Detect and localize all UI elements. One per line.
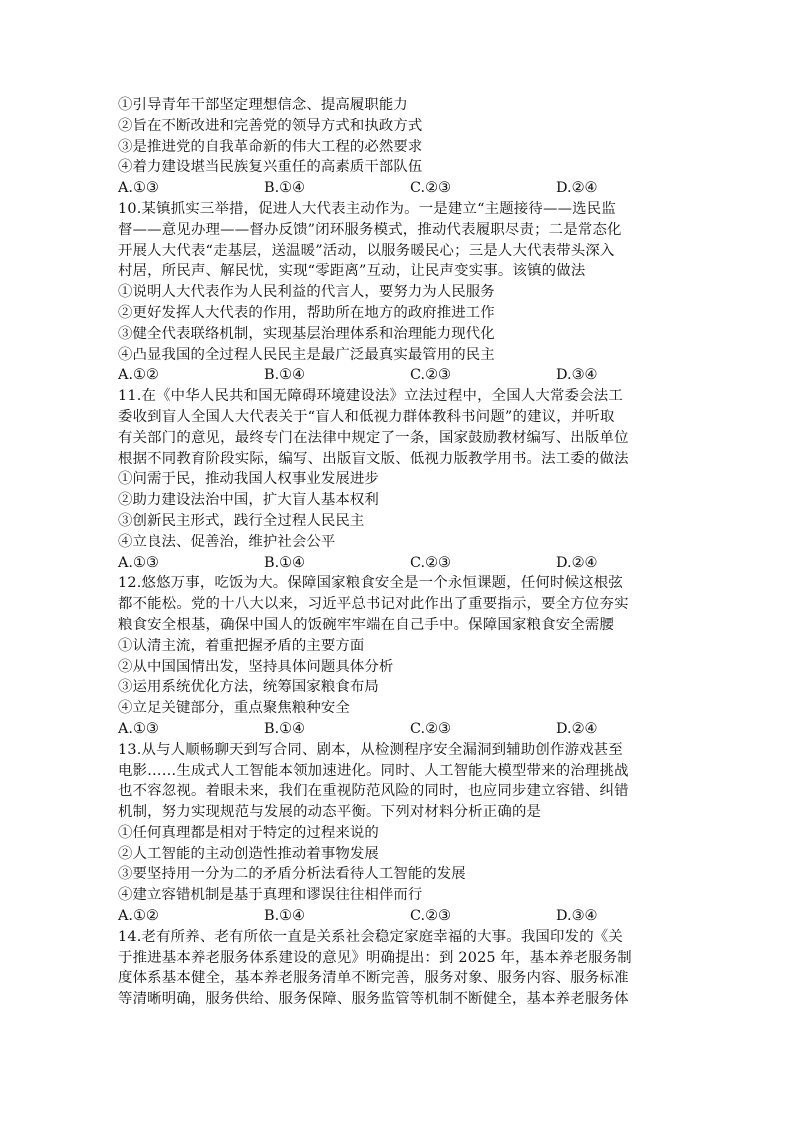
option-13-2: ②人工智能的主动创造性推动着事物发展 (118, 845, 379, 862)
answers-10 (118, 365, 684, 386)
answers-12 (118, 719, 684, 740)
option-13-1: ①任何真理都是相对于特定的过程来说的 (118, 824, 379, 841)
answers-9 (118, 178, 684, 199)
option-9-4: ④着力建设堪当民族复兴重任的高素质干部队伍 (118, 159, 423, 176)
option-9-2: ②旨在不断改进和完善党的领导方式和执政方式 (118, 117, 423, 134)
stem-14-line-3: 度体系基本健全，基本养老服务清单不断完善，服务对象、服务内容、服务标准 (118, 970, 629, 987)
stem-13-line-2: 电影……生成式人工智能本领加速进化。同时、人工智能大模型带来的治理挑战 (118, 762, 629, 779)
stem-13-line-3: 也不容忽视。着眼未来，我们在重视防范风险的同时，也应同步建立容错、纠错 (118, 783, 629, 800)
question-13 (118, 740, 684, 927)
answer-10-a: A.①② (118, 367, 159, 384)
answer-11-a: A.①③ (118, 554, 159, 571)
answer-12-d: D.②④ (556, 720, 598, 737)
option-12-3: ③运用系统优化方法，统筹国家粮食布局 (118, 679, 379, 696)
answer-12-a: A.①③ (118, 720, 159, 737)
option-11-1: ①问需于民，推动我国人权事业发展进步 (118, 471, 379, 488)
stem-14-line-2: 于推进基本养老服务体系建设的意见》明确提出：到 2025 年，基本养老服务制 (118, 949, 632, 966)
option-12-2: ②从中国国情出发，坚持具体问题具体分析 (118, 658, 394, 675)
answer-12-c: C.②③ (410, 720, 451, 737)
option-13-4: ④建立容错机制是基于真理和谬误往往相伴而行 (118, 887, 423, 904)
stem-12-line-1: 12.悠悠万事，吃饭为大。保障国家粮食安全是一个永恒课题，任何时候这根弦 (118, 575, 623, 592)
option-11-3: ③创新民主形式，践行全过程人民民主 (118, 512, 365, 529)
answer-10-c: C.②③ (410, 367, 451, 384)
stem-10-line-3: 开展人大代表“走基层，送温暖”活动，以服务暖民心；三是人大代表带头深入 (118, 242, 615, 259)
option-10-2: ②更好发挥人大代表的作用，帮助所在地方的政府推进工作 (118, 304, 495, 321)
option-12-4: ④立足关键部分，重点聚焦粮种安全 (118, 700, 350, 717)
stem-11-line-3: 有关部门的意见，最终专门在法律中规定了一条，国家鼓励教材编写、出版单位 (118, 429, 629, 446)
answer-9-a: A.①③ (118, 180, 159, 197)
stem-13-line-4: 机制，努力实现规范与发展的动态平衡。下列对材料分析正确的是 (118, 804, 542, 821)
option-12-1: ①认清主流，着重把握矛盾的主要方面 (118, 637, 365, 654)
option-11-4: ④立良法、促善治，维护社会公平 (118, 533, 336, 550)
answer-10-b: B.①④ (264, 367, 305, 384)
stem-12-line-2: 都不能松。党的十八大以来，习近平总书记对此作出了重要指示，要全方位夯实 (118, 596, 629, 613)
option-10-3: ③健全代表联络机制，实现基层治理体系和治理能力现代化 (118, 325, 495, 342)
stem-10-line-4: 村居，所民声、解民忧，实现“零距离”互动，让民声变实事。该镇的做法 (118, 263, 586, 280)
answer-13-b: B.①④ (264, 908, 305, 925)
stem-11-line-2: 委收到盲人全国人大代表关于“盲人和低视力群体教科书问题”的建议，并听取 (118, 408, 615, 425)
stem-11-line-4: 根据不同教育阶段实际，编写、出版盲文版、低视力版教学用书。法工委的做法 (118, 450, 629, 467)
stem-10-line-1: 10.某镇抓实三举措，促进人大代表主动作为。一是建立“主题接待——选民监 (118, 200, 616, 217)
stem-11-line-1: 11.在《中华人民共和国无障碍环境建设法》立法过程中，全国人大常委会法工 (118, 388, 623, 405)
question-14 (118, 927, 684, 1010)
stem-12-line-3: 粮食安全根基，确保中国人的饭碗牢牢端在自己手中。保障国家粮食安全需腰 (118, 616, 615, 633)
option-13-3: ③要坚持用一分为二的矛盾分析法看待人工智能的发展 (118, 866, 466, 883)
option-10-1: ①说明人大代表作为人民利益的代言人，要努力为人民服务 (118, 284, 495, 301)
answer-11-c: C.②③ (410, 554, 451, 571)
option-10-4: ④凸显我国的全过程人民民主是最广泛最真实最管用的民主 (118, 346, 495, 363)
stem-10-line-2: 督——意见办理——督办反馈”闭环服务模式，推动代表履职尽责；二是常态化 (118, 221, 622, 238)
stem-13-line-1: 13.从与人顺畅聊天到写合同、剧本，从检测程序安全漏洞到辅助创作游戏甚至 (118, 741, 623, 758)
answer-13-a: A.①② (118, 908, 159, 925)
question-9 (118, 95, 684, 199)
answer-10-d: D.③④ (556, 367, 598, 384)
option-9-3: ③是推进党的自我革命新的伟大工程的必然要求 (118, 138, 423, 155)
answer-11-d: D.②④ (556, 554, 598, 571)
answer-12-b: B.①④ (264, 720, 305, 737)
stem-14-line-4: 等清晰明确，服务供给、服务保障、服务监管等机制不断健全，基本养老服务体 (118, 991, 629, 1008)
answers-11 (118, 553, 684, 574)
answers-13 (118, 906, 684, 927)
answer-13-d: D.③④ (556, 908, 598, 925)
answer-9-d: D.②④ (556, 180, 598, 197)
question-12 (118, 573, 684, 739)
stem-14-line-1: 14.老有所养、老有所依一直是关系社会稳定家庭幸福的大事。我国印发的《关 (118, 928, 623, 945)
option-11-2: ②助力建设法治中国，扩大盲人基本权利 (118, 492, 379, 509)
answer-9-b: B.①④ (264, 180, 305, 197)
answer-11-b: B.①④ (264, 554, 305, 571)
answer-9-c: C.②③ (410, 180, 451, 197)
option-9-1: ①引导青年干部坚定理想信念、提高履职能力 (118, 97, 408, 113)
question-10 (118, 199, 684, 386)
answer-13-c: C.②③ (410, 908, 451, 925)
question-11 (118, 386, 684, 573)
